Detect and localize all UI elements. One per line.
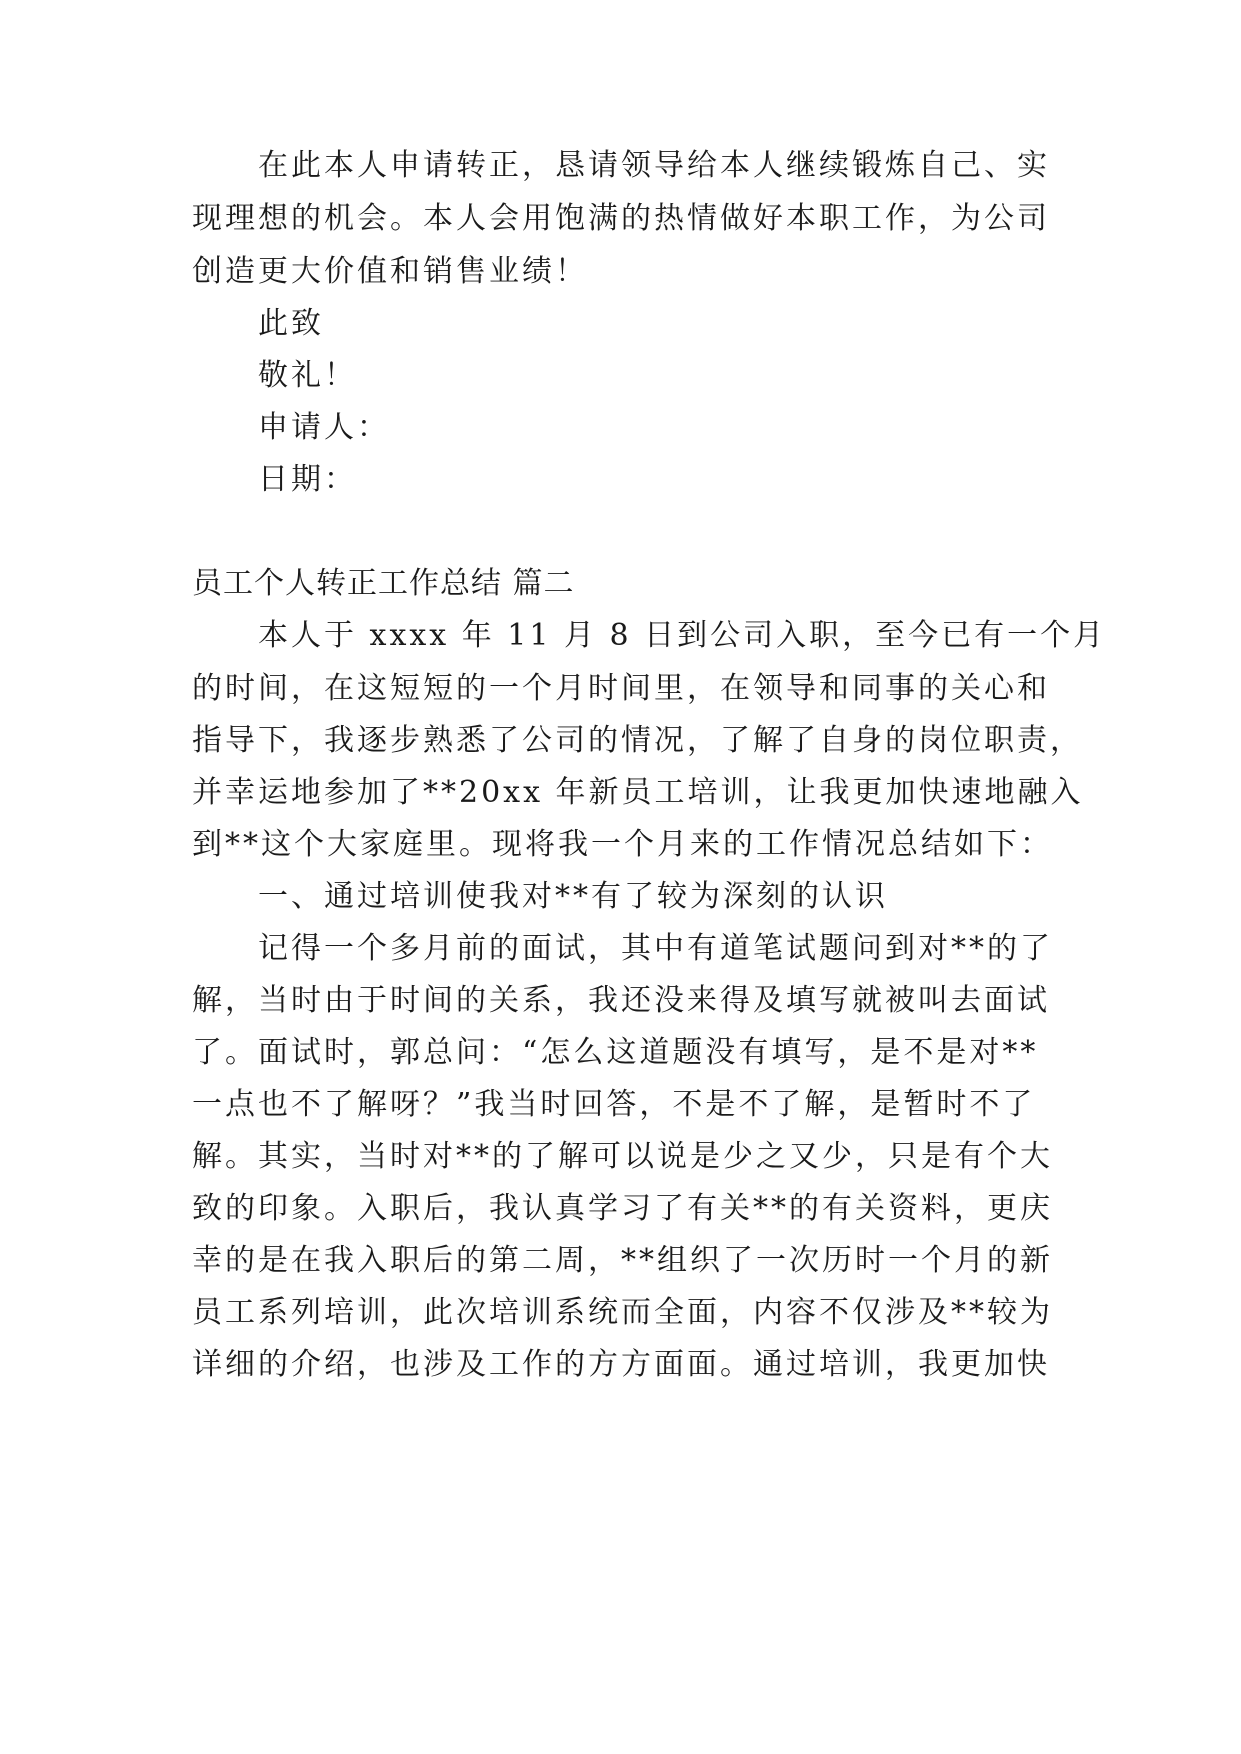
paragraph-line: 解，当时由于时间的关系，我还没来得及填写就被叫去面试 <box>192 983 1050 1018</box>
paragraph-line: 解。其实，当时对**的了解可以说是少之又少，只是有个大 <box>192 1139 1053 1174</box>
paragraph-line: 致的印象。入职后，我认真学习了有关**的有关资料，更庆 <box>192 1191 1053 1226</box>
paragraph-line: 现理想的机会。本人会用饱满的热情做好本职工作，为公司 <box>192 201 1050 236</box>
closing-line: 此致 <box>258 306 324 341</box>
paragraph-line: 幸的是在我入职后的第二周，**组织了一次历时一个月的新 <box>192 1243 1053 1278</box>
paragraph-line: 了。面试时，郭总问：“怎么这道题没有填写，是不是对** <box>192 1035 1039 1070</box>
paragraph-line: 创造更大价值和销售业绩！ <box>192 254 588 289</box>
paragraph-line: 一点也不了解呀？”我当时回答，不是不了解，是暂时不了 <box>192 1087 1036 1122</box>
paragraph-line: 的时间，在这短短的一个月时间里，在领导和同事的关心和 <box>192 671 1050 706</box>
paragraph-line: 在此本人申请转正，恳请领导给本人继续锻炼自己、实 <box>258 148 1050 183</box>
paragraph-line: 详细的介绍，也涉及工作的方方面面。通过培训，我更加快 <box>192 1347 1050 1382</box>
paragraph-line: 并幸运地参加了**20xx 年新员工培训，让我更加快速地融入 <box>192 775 1084 810</box>
closing-line: 敬礼！ <box>258 358 357 393</box>
section-title: 员工个人转正工作总结 篇二 <box>192 566 575 601</box>
subheading: 一、通过培训使我对**有了较为深刻的认识 <box>258 879 888 914</box>
paragraph-line: 本人于 xxxx 年 11 月 8 日到公司入职，至今已有一个月 <box>258 618 1107 653</box>
paragraph-line: 到**这个大家庭里。现将我一个月来的工作情况总结如下： <box>192 827 1053 862</box>
paragraph-line: 员工系列培训，此次培训系统而全面，内容不仅涉及**较为 <box>192 1295 1053 1330</box>
paragraph-line: 记得一个多月前的面试，其中有道笔试题问到对**的了 <box>258 931 1053 966</box>
paragraph-line: 指导下，我逐步熟悉了公司的情况，了解了自身的岗位职责， <box>192 723 1083 758</box>
date-line: 日期： <box>258 462 357 497</box>
applicant-line: 申请人： <box>258 410 390 445</box>
